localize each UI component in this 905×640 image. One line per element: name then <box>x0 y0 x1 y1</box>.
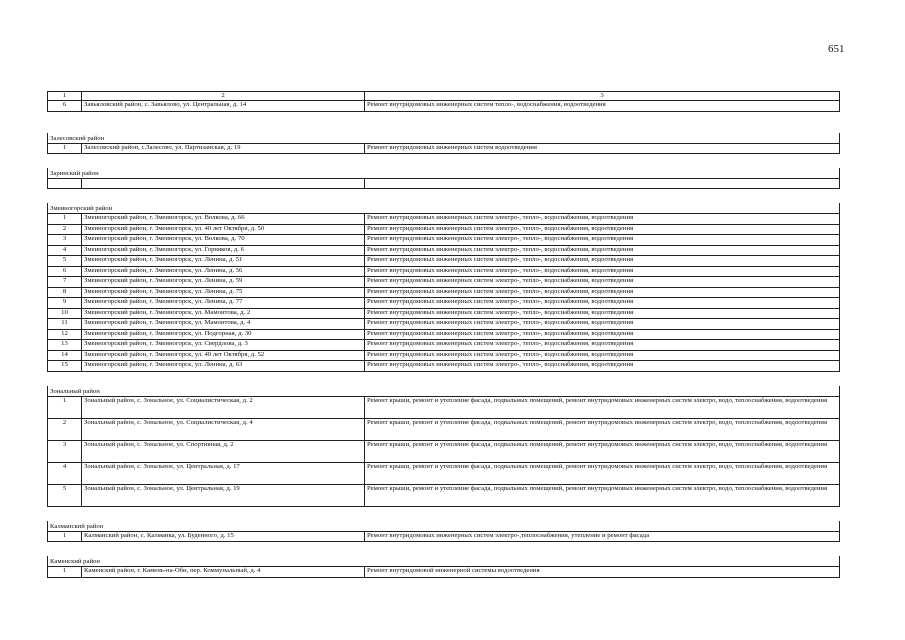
row-work-type: Ремонт внутридомовых инженерных систем электро-, тепло-, водоснабжения, водоотведения <box>365 308 840 319</box>
row-number: 1 <box>48 531 82 542</box>
row-work-type: Ремонт внутридомовых инженерных систем электро-,теплоснабжения, утепление и ремонт фасада <box>365 531 840 542</box>
district-heading: Зональный район <box>48 386 840 397</box>
row-number: 6 <box>48 101 82 112</box>
table-row <box>48 266 840 277</box>
district-heading: Змеиногорский район <box>48 203 840 214</box>
row-work-type: Ремонт внутридомовых инженерных систем электро-, тепло-, водоснабжения, водоотведения <box>365 340 840 351</box>
section-gap-cell <box>48 542 840 557</box>
row-number: 4 <box>48 462 82 484</box>
row-number: 11 <box>48 319 82 330</box>
row-address: Зональный район, с. Зональное, ул. Социалистическая, д. 4 <box>82 418 365 440</box>
row-work-type: Ремонт крыши, ремонт и утепление фасада, подвальных помещений, ремонт внутридомовых инженерных систем электро, водо, теплоснабжения, водоотведения <box>365 462 840 484</box>
row-address: Змеиногорский район, г. Змеиногорск, ул. Ленина, д. 59 <box>82 277 365 288</box>
row-address: Зональный район, с. Зональное, ул. Спортивная, д. 2 <box>82 440 365 462</box>
table-row <box>48 256 840 267</box>
row-number: 5 <box>48 256 82 267</box>
header-col-1: 1 <box>48 92 82 101</box>
table-row <box>48 567 840 578</box>
row-number: 7 <box>48 277 82 288</box>
table-row <box>48 396 840 418</box>
row-number: 2 <box>48 418 82 440</box>
row-number: 15 <box>48 361 82 372</box>
header-col-3: 3 <box>365 92 840 101</box>
row-work-type: Ремонт внутридомовых инженерных систем электро-, тепло-, водоснабжения, водоотведения <box>365 319 840 330</box>
row-address <box>82 179 365 189</box>
table-row <box>48 287 840 298</box>
row-work-type: Ремонт внутридомовых инженерных систем электро-, тепло-, водоснабжения, водоотведения <box>365 266 840 277</box>
row-work-type: Ремонт крыши, ремонт и утепление фасада, подвальных помещений, ремонт внутридомовых инженерных систем электро, водо, теплоснабжения, водоотведения <box>365 484 840 506</box>
row-work-type: Ремонт внутридомовых инженерных систем электро-, тепло-, водоснабжения, водоотведения <box>365 214 840 225</box>
row-work-type: Ремонт внутридомовых инженерных систем электро-, тепло-, водоснабжения, водоотведения <box>365 287 840 298</box>
table-row <box>48 235 840 246</box>
district-heading: Каменский район <box>48 556 840 567</box>
district-heading: Залесовский район <box>48 133 840 144</box>
table-row <box>48 224 840 235</box>
table-row <box>48 531 840 542</box>
row-number: 1 <box>48 143 82 154</box>
district-heading-row <box>48 133 840 144</box>
row-address: Зональный район, с. Зональное, ул. Центральная, д. 17 <box>82 462 365 484</box>
district-heading-row <box>48 386 840 397</box>
row-address: Калманский район, с. Калманка, ул. Буденного, д. 15 <box>82 531 365 542</box>
row-address: Змеиногорский район, г. Змеиногорск, ул. 40 лет Октября, д. 52 <box>82 350 365 361</box>
table-row <box>48 245 840 256</box>
row-address: Змеиногорский район, г. Змеиногорск, ул. Ленина, д. 56 <box>82 266 365 277</box>
table-row <box>48 361 840 372</box>
district-heading-row <box>48 521 840 532</box>
table-row <box>48 101 840 112</box>
table-row <box>48 418 840 440</box>
row-address: Каменский район, г. Камень-на-Оби, пер. Коммунальный, д. 4 <box>82 567 365 578</box>
row-work-type: Ремонт внутридомовых инженерных систем электро-, тепло-, водоснабжения, водоотведения <box>365 245 840 256</box>
row-work-type: Ремонт внутридомовых инженерных систем тепло-, водоснабжения, водоотведения <box>365 101 840 112</box>
row-number: 2 <box>48 224 82 235</box>
row-address: Змеиногорский район, г. Змеиногорск, ул. 40 лет Октября, д. 50 <box>82 224 365 235</box>
row-address: Залесовский район, с.Залесово, ул. Партизанская, д. 19 <box>82 143 365 154</box>
page-number: 651 <box>828 43 845 55</box>
row-number: 1 <box>48 567 82 578</box>
table-row <box>48 308 840 319</box>
district-heading-row <box>48 203 840 214</box>
row-work-type: Ремонт внутридомовых инженерных систем электро-, тепло-, водоснабжения, водоотведения <box>365 329 840 340</box>
row-work-type: Ремонт внутридомовых инженерных систем электро-, тепло-, водоснабжения, водоотведения <box>365 361 840 372</box>
row-address: Змеиногорский район, г. Змеиногорск, ул. Свердлова, д. 3 <box>82 340 365 351</box>
section-gap-cell <box>48 506 840 521</box>
row-number: 8 <box>48 287 82 298</box>
row-address: Змеиногорский район, г. Змеиногорск, ул. Ленина, д. 77 <box>82 298 365 309</box>
table-row <box>48 340 840 351</box>
section-gap-cell <box>48 111 840 133</box>
row-address: Змеиногорский район, г. Змеиногорск, ул. Подгорная, д. 30 <box>82 329 365 340</box>
table-row <box>48 298 840 309</box>
row-work-type: Ремонт внутридомовых инженерных систем водоотведения <box>365 143 840 154</box>
row-address: Змеиногорский район, г. Змеиногорск, ул. Горняков, д. 6 <box>82 245 365 256</box>
row-work-type: Ремонт внутридомовых инженерных систем электро-, тепло-, водоснабжения, водоотведения <box>365 235 840 246</box>
section-gap-cell <box>48 154 840 169</box>
row-number: 5 <box>48 484 82 506</box>
row-address: Зональный район, с. Зональное, ул. Центральная, д. 19 <box>82 484 365 506</box>
row-work-type: Ремонт внутридомовых инженерных систем электро-, тепло-, водоснабжения, водоотведения <box>365 256 840 267</box>
row-work-type: Ремонт внутридомовых инженерных систем электро-, тепло-, водоснабжения, водоотведения <box>365 224 840 235</box>
row-address: Змеиногорский район, г. Змеиногорск, ул. Ленина, д. 63 <box>82 361 365 372</box>
table-row <box>48 179 840 189</box>
row-number: 1 <box>48 214 82 225</box>
row-number: 6 <box>48 266 82 277</box>
table-row <box>48 440 840 462</box>
row-number <box>48 179 82 189</box>
section-gap <box>48 542 840 557</box>
section-gap <box>48 189 840 204</box>
row-work-type: Ремонт внутридомовой инженерной системы водоотведения <box>365 567 840 578</box>
row-address: Змеиногорский район, г. Змеиногорск, ул. Ленина, д. 75 <box>82 287 365 298</box>
row-work-type: Ремонт крыши, ремонт и утепление фасада, подвальных помещений, ремонт внутридомовых инженерных систем электро, водо, теплоснабжения, водоотведения <box>365 440 840 462</box>
header-col-2: 2 <box>82 92 365 101</box>
district-heading: Калманский район <box>48 521 840 532</box>
row-number: 4 <box>48 245 82 256</box>
table-row <box>48 319 840 330</box>
table-row <box>48 277 840 288</box>
table-row <box>48 329 840 340</box>
row-address: Змеиногорский район, г. Змеиногорск, ул. Волкова, д. 66 <box>82 214 365 225</box>
section-gap-cell <box>48 189 840 204</box>
row-number: 3 <box>48 235 82 246</box>
section-gap <box>48 154 840 169</box>
row-number: 14 <box>48 350 82 361</box>
row-number: 12 <box>48 329 82 340</box>
district-heading: Заринский район <box>48 168 840 179</box>
row-number: 10 <box>48 308 82 319</box>
row-number: 13 <box>48 340 82 351</box>
section-gap <box>48 506 840 521</box>
table-row <box>48 214 840 225</box>
row-work-type: Ремонт крыши, ремонт и утепление фасада, подвальных помещений, ремонт внутридомовых инженерных систем электро, водо, теплоснабжения, водоотведения <box>365 396 840 418</box>
section-gap <box>48 111 840 133</box>
row-address: Змеиногорский район, г. Змеиногорск, ул. Ленина, д. 51 <box>82 256 365 267</box>
row-work-type: Ремонт внутридомовых инженерных систем электро-, тепло-, водоснабжения, водоотведения <box>365 350 840 361</box>
row-address: Зональный район, с. Зональное, ул. Социалистическая, д. 2 <box>82 396 365 418</box>
district-heading-row <box>48 168 840 179</box>
section-gap <box>48 371 840 386</box>
table-row <box>48 484 840 506</box>
row-work-type: Ремонт внутридомовых инженерных систем электро-, тепло-, водоснабжения, водоотведения <box>365 277 840 288</box>
table-header-row <box>48 92 840 101</box>
table-row <box>48 462 840 484</box>
row-work-type: Ремонт крыши, ремонт и утепление фасада, подвальных помещений, ремонт внутридомовых инженерных систем электро, водо, теплоснабжения, водоотведения <box>365 418 840 440</box>
table-row <box>48 350 840 361</box>
row-number: 1 <box>48 396 82 418</box>
table-row <box>48 143 840 154</box>
district-heading-row <box>48 556 840 567</box>
housing-repair-table <box>47 91 840 578</box>
section-gap-cell <box>48 371 840 386</box>
row-address: Змеиногорский район, г. Змеиногорск, ул. Мамонтова, д. 2 <box>82 308 365 319</box>
row-address: Змеиногорский район, г. Змеиногорск, ул. Мамонтова, д. 4 <box>82 319 365 330</box>
row-work-type <box>365 179 840 189</box>
row-number: 9 <box>48 298 82 309</box>
row-address: Змеиногорский район, г. Змеиногорск, ул. Волкова, д. 70 <box>82 235 365 246</box>
row-address: Завьяловский район, с. Завьялово, ул. Центральная, д. 14 <box>82 101 365 112</box>
row-number: 3 <box>48 440 82 462</box>
row-work-type: Ремонт внутридомовых инженерных систем электро-, тепло-, водоснабжения, водоотведения <box>365 298 840 309</box>
